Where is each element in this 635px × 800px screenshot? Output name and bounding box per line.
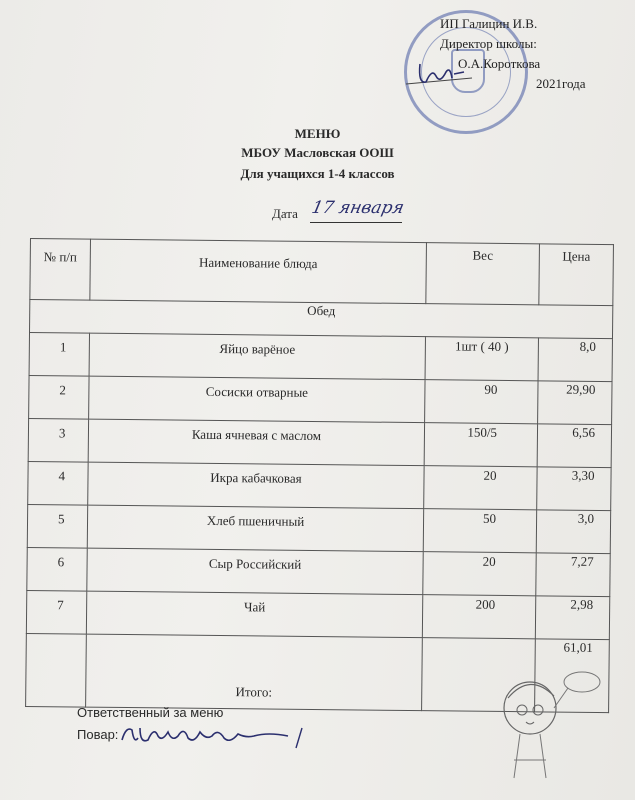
section-lunch: Обед bbox=[30, 300, 613, 339]
row-dish: Чай bbox=[86, 591, 422, 638]
row-num: 2 bbox=[29, 375, 89, 419]
row-weight: 50 bbox=[423, 509, 536, 553]
cook-signature bbox=[118, 718, 318, 754]
row-weight: 1шт ( 40 ) bbox=[425, 337, 538, 381]
total-price: 61,01 bbox=[535, 639, 610, 713]
row-dish: Яйцо варёное bbox=[89, 333, 425, 380]
row-dish: Хлеб пшеничный bbox=[87, 505, 423, 552]
header-num: № п/п bbox=[30, 239, 91, 301]
cook-label: Повар: bbox=[77, 727, 119, 742]
director-signature bbox=[402, 54, 482, 94]
row-num: 5 bbox=[27, 504, 87, 548]
header-price: Цена bbox=[539, 244, 614, 306]
row-num: 3 bbox=[28, 418, 88, 462]
responsible-label: Ответственный за меню bbox=[77, 705, 224, 720]
header-name: Наименование блюда bbox=[90, 239, 427, 304]
decorative-doodle bbox=[480, 660, 610, 790]
row-num: 4 bbox=[28, 461, 88, 505]
table-header-row bbox=[30, 239, 614, 306]
menu-table bbox=[25, 238, 614, 713]
row-num: 7 bbox=[26, 590, 86, 634]
row-num: 6 bbox=[27, 547, 87, 591]
table-row bbox=[28, 418, 611, 467]
row-price: 6,56 bbox=[537, 424, 611, 468]
row-dish: Сосиски отварные bbox=[89, 376, 425, 423]
row-price: 8,0 bbox=[538, 338, 612, 382]
row-dish: Икра кабачковая bbox=[88, 462, 424, 509]
date-underline bbox=[310, 222, 402, 223]
row-num: 1 bbox=[29, 333, 89, 377]
table-row bbox=[27, 504, 610, 553]
date-label: Дата bbox=[272, 206, 298, 221]
row-weight: 20 bbox=[424, 466, 537, 510]
row-price: 3,0 bbox=[536, 510, 610, 554]
table-row bbox=[29, 375, 612, 424]
row-weight: 200 bbox=[422, 595, 535, 639]
approval-line-3: О.А.Короткова bbox=[458, 56, 541, 71]
row-dish: Сыр Российский bbox=[87, 548, 423, 595]
title-menu: МЕНЮ bbox=[294, 126, 341, 141]
table-row bbox=[27, 547, 610, 596]
approval-line-2: Директор школы: bbox=[440, 36, 537, 51]
row-weight: 90 bbox=[425, 380, 538, 424]
approval-line-1: ИП Галицин И.В. bbox=[440, 16, 538, 31]
table-row bbox=[28, 461, 611, 510]
approval-line-4: 2021года bbox=[536, 76, 586, 91]
date-value: 17 января bbox=[309, 198, 406, 218]
row-weight: 150/5 bbox=[424, 423, 537, 467]
header-weight: Вес bbox=[426, 243, 540, 305]
title-school: МБОУ Масловская ООШ bbox=[241, 145, 394, 160]
table-row bbox=[26, 590, 609, 639]
row-price: 7,27 bbox=[536, 553, 610, 597]
row-weight: 20 bbox=[423, 552, 536, 596]
row-dish: Каша ячневая с маслом bbox=[88, 419, 424, 466]
table-row bbox=[29, 333, 612, 382]
row-price: 3,30 bbox=[537, 467, 611, 511]
row-price: 29,90 bbox=[538, 381, 612, 425]
total-empty-cell bbox=[26, 633, 87, 707]
row-price: 2,98 bbox=[535, 596, 609, 640]
total-label: Итого: bbox=[86, 634, 423, 711]
title-audience: Для учащихся 1-4 классов bbox=[240, 166, 395, 181]
